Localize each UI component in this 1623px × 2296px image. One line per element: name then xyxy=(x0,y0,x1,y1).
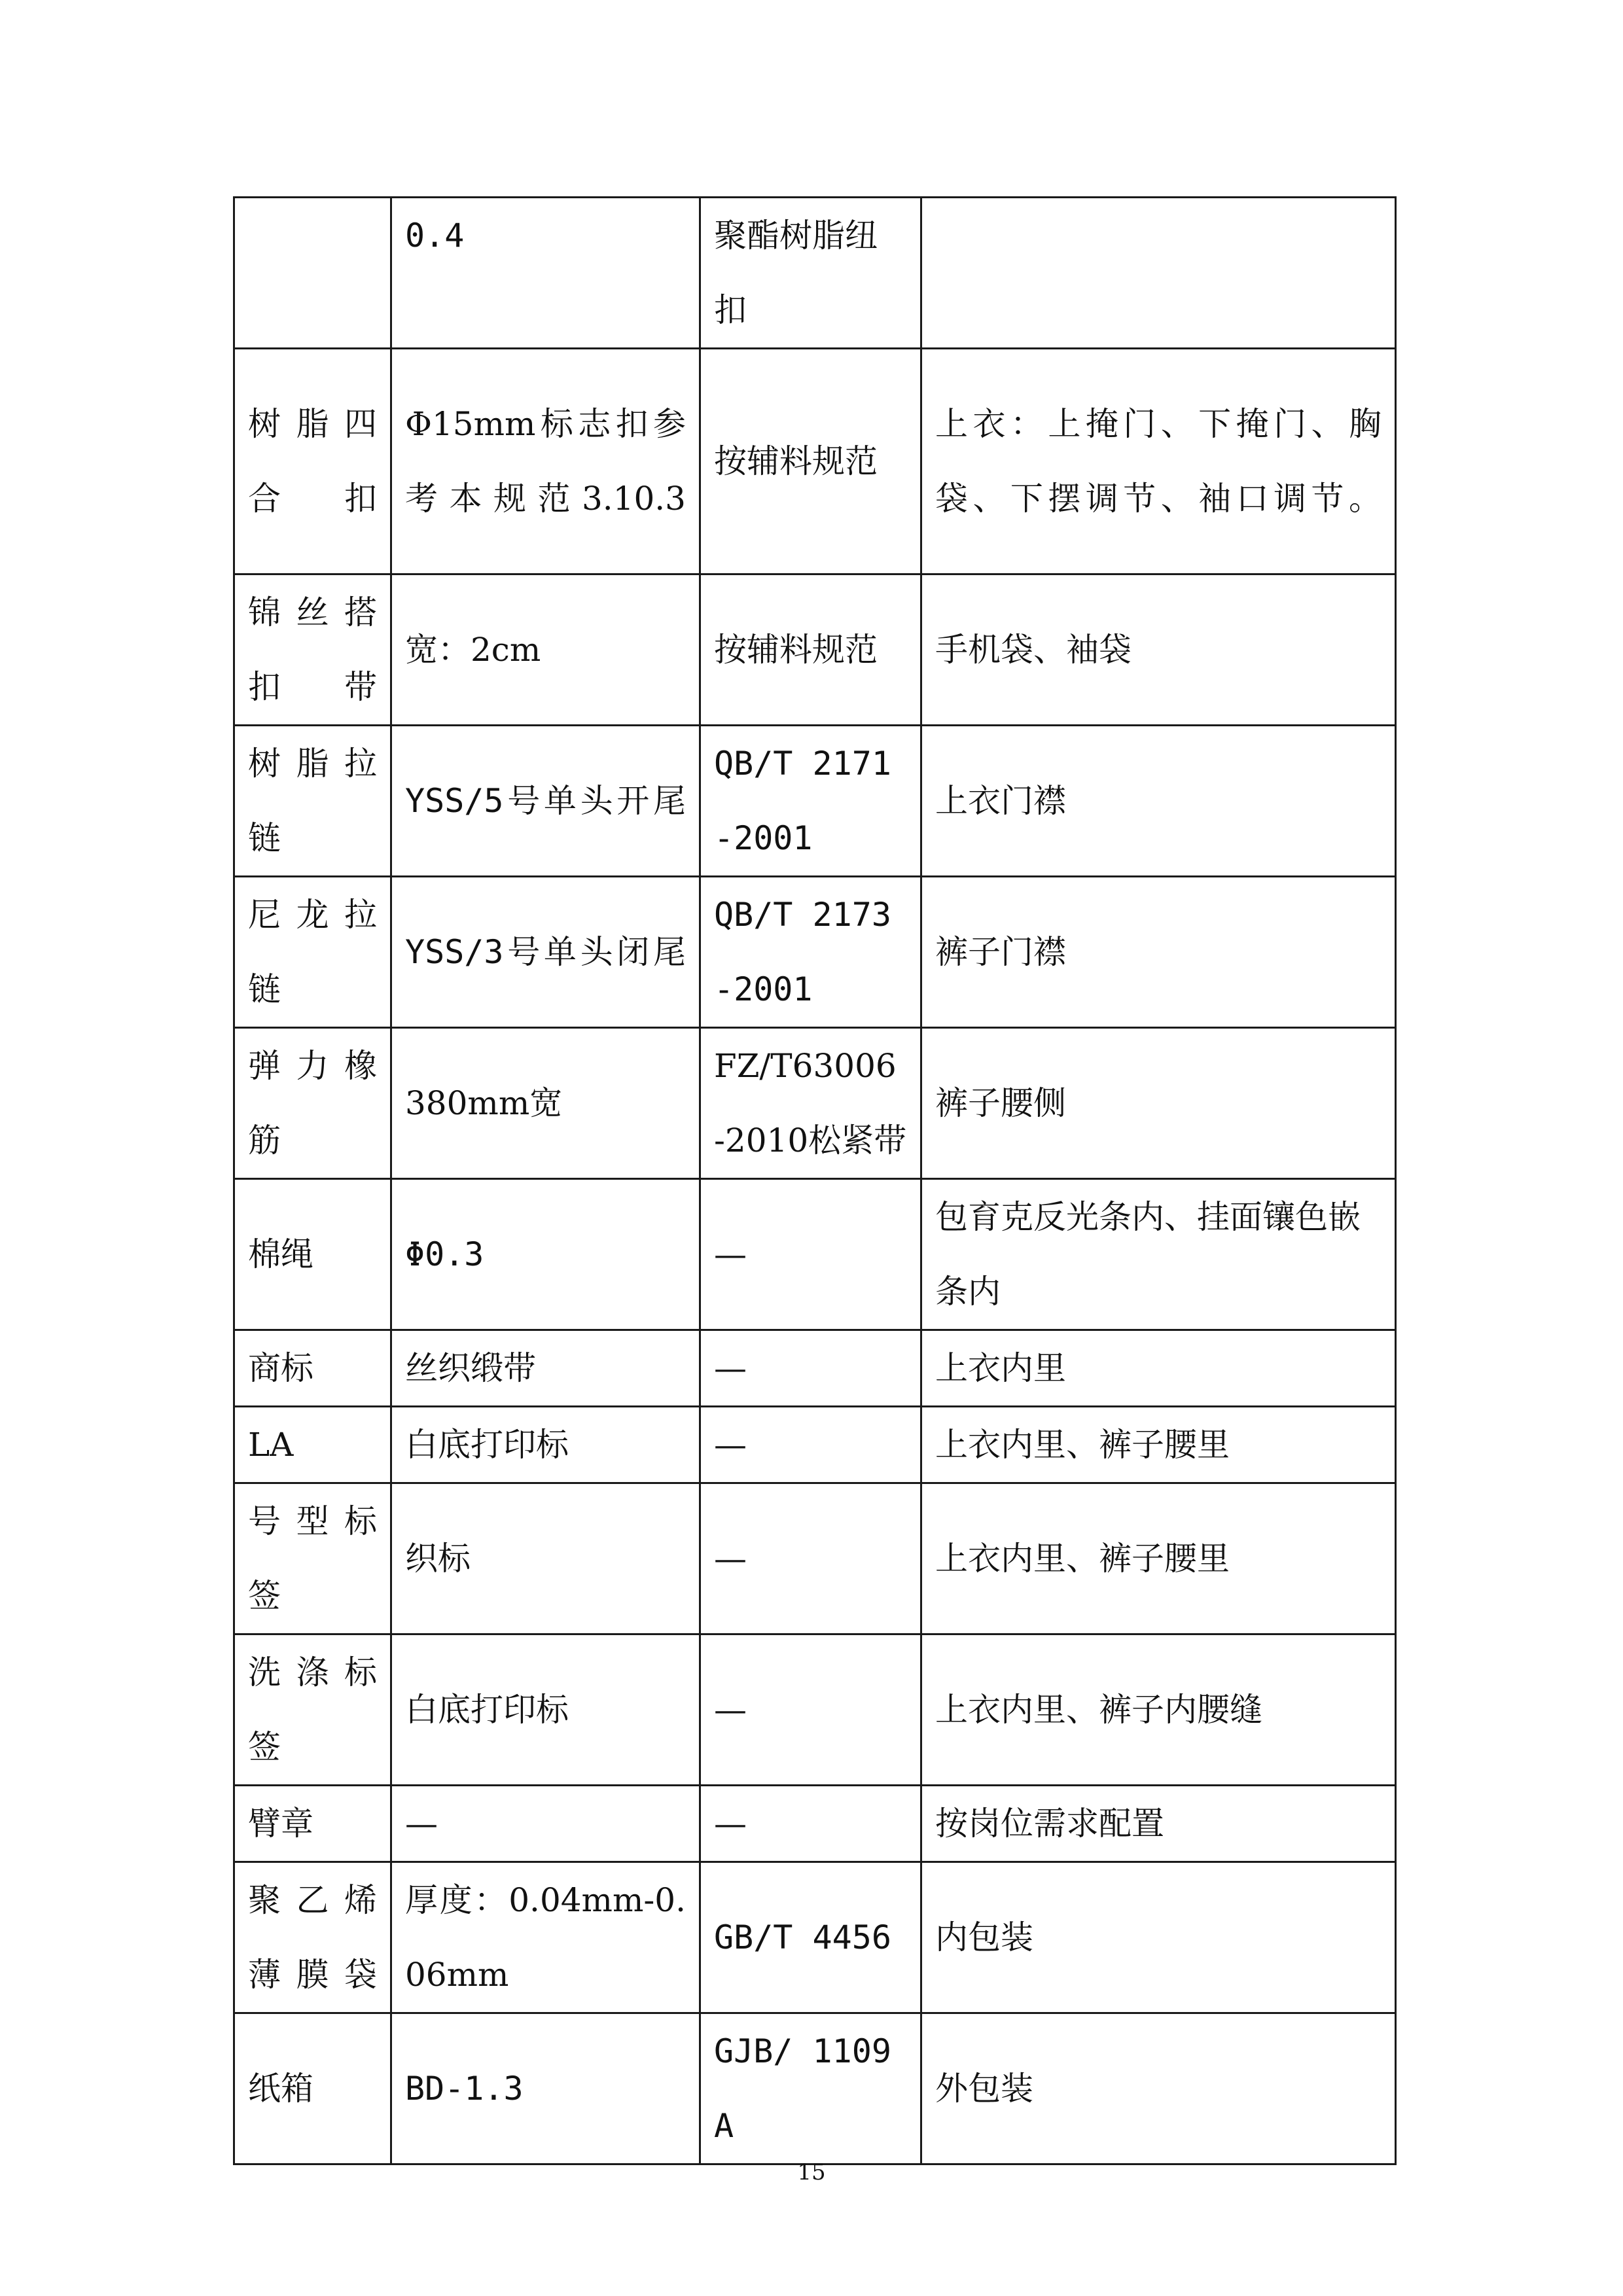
material-cell: 臂章 xyxy=(234,1786,391,1862)
standard-cell: GJB/ 1109A xyxy=(700,2013,921,2164)
standard-cell: FZ/T63006-2010松紧带 xyxy=(700,1028,921,1179)
material-cell: 号型标签 xyxy=(234,1483,391,1634)
spec-cell: 白底打印标 xyxy=(391,1407,700,1483)
material-cell xyxy=(234,198,391,349)
usage-cell: 上衣：上掩门、下掩门、胸袋、下摆调节、袖口调节。 xyxy=(921,349,1396,574)
standard-cell: — xyxy=(700,1634,921,1786)
material-cell: 树脂拉链 xyxy=(234,726,391,877)
table-row xyxy=(234,877,1396,1028)
spec-cell: 厚度：0.04mm-0.06mm xyxy=(391,1862,700,2013)
spec-cell: YSS/3号单头闭尾 xyxy=(391,877,700,1028)
standard-cell: — xyxy=(700,1179,921,1330)
usage-cell: 上衣内里、裤子腰里 xyxy=(921,1407,1396,1483)
standard-cell: QB/T 2171-2001 xyxy=(700,726,921,877)
spec-table xyxy=(233,196,1397,2165)
usage-cell: 内包装 xyxy=(921,1862,1396,2013)
table-row xyxy=(234,726,1396,877)
standard-cell: GB/T 4456 xyxy=(700,1862,921,2013)
standard-cell: QB/T 2173-2001 xyxy=(700,877,921,1028)
table-row xyxy=(234,198,1396,349)
standard-cell: — xyxy=(700,1407,921,1483)
page-number: 15 xyxy=(797,2159,826,2185)
usage-cell: 外包装 xyxy=(921,2013,1396,2164)
table-row xyxy=(234,1028,1396,1179)
spec-cell: 380mm宽 xyxy=(391,1028,700,1179)
material-cell: 锦丝搭扣带 xyxy=(234,574,391,726)
material-cell: 尼龙拉链 xyxy=(234,877,391,1028)
material-cell: 树脂四合扣 xyxy=(234,349,391,574)
table-row xyxy=(234,574,1396,726)
usage-cell: 上衣门襟 xyxy=(921,726,1396,877)
usage-cell: 裤子门襟 xyxy=(921,877,1396,1028)
standard-cell: — xyxy=(700,1483,921,1634)
usage-cell: 包育克反光条内、挂面镶色嵌条内 xyxy=(921,1179,1396,1330)
spec-cell: — xyxy=(391,1786,700,1862)
material-cell: 纸箱 xyxy=(234,2013,391,2164)
spec-cell: Φ15mm标志扣参考本规范3.10.3 xyxy=(391,349,700,574)
spec-cell: 白底打印标 xyxy=(391,1634,700,1786)
spec-cell: Φ0.3 xyxy=(391,1179,700,1330)
material-cell: 聚乙烯薄膜袋 xyxy=(234,1862,391,2013)
material-cell: 商标 xyxy=(234,1330,391,1407)
table-row xyxy=(234,1407,1396,1483)
material-cell: 洗涤标签 xyxy=(234,1634,391,1786)
standard-cell: — xyxy=(700,1330,921,1407)
usage-cell: 上衣内里、裤子腰里 xyxy=(921,1483,1396,1634)
material-cell: 弹力橡筋 xyxy=(234,1028,391,1179)
table-row xyxy=(234,349,1396,574)
usage-cell: 上衣内里 xyxy=(921,1330,1396,1407)
standard-cell: 按辅料规范 xyxy=(700,574,921,726)
table-row xyxy=(234,2013,1396,2164)
standard-cell: — xyxy=(700,1786,921,1862)
usage-cell: 上衣内里、裤子内腰缝 xyxy=(921,1634,1396,1786)
table-row xyxy=(234,1634,1396,1786)
standard-cell: 按辅料规范 xyxy=(700,349,921,574)
table-row xyxy=(234,1330,1396,1407)
usage-cell xyxy=(921,198,1396,349)
material-cell: 棉绳 xyxy=(234,1179,391,1330)
spec-cell: YSS/5号单头开尾 xyxy=(391,726,700,877)
table-row xyxy=(234,1483,1396,1634)
usage-cell: 手机袋、袖袋 xyxy=(921,574,1396,726)
usage-cell: 裤子腰侧 xyxy=(921,1028,1396,1179)
standard-cell: 聚酯树脂纽扣 xyxy=(700,198,921,349)
material-cell: LA xyxy=(234,1407,391,1483)
table-row xyxy=(234,1862,1396,2013)
spec-cell: BD-1.3 xyxy=(391,2013,700,2164)
spec-cell: 0.4 xyxy=(391,198,700,349)
spec-cell: 丝织缎带 xyxy=(391,1330,700,1407)
table-row xyxy=(234,1179,1396,1330)
usage-cell: 按岗位需求配置 xyxy=(921,1786,1396,1862)
spec-cell: 织标 xyxy=(391,1483,700,1634)
table-row xyxy=(234,1786,1396,1862)
spec-cell: 宽：2cm xyxy=(391,574,700,726)
